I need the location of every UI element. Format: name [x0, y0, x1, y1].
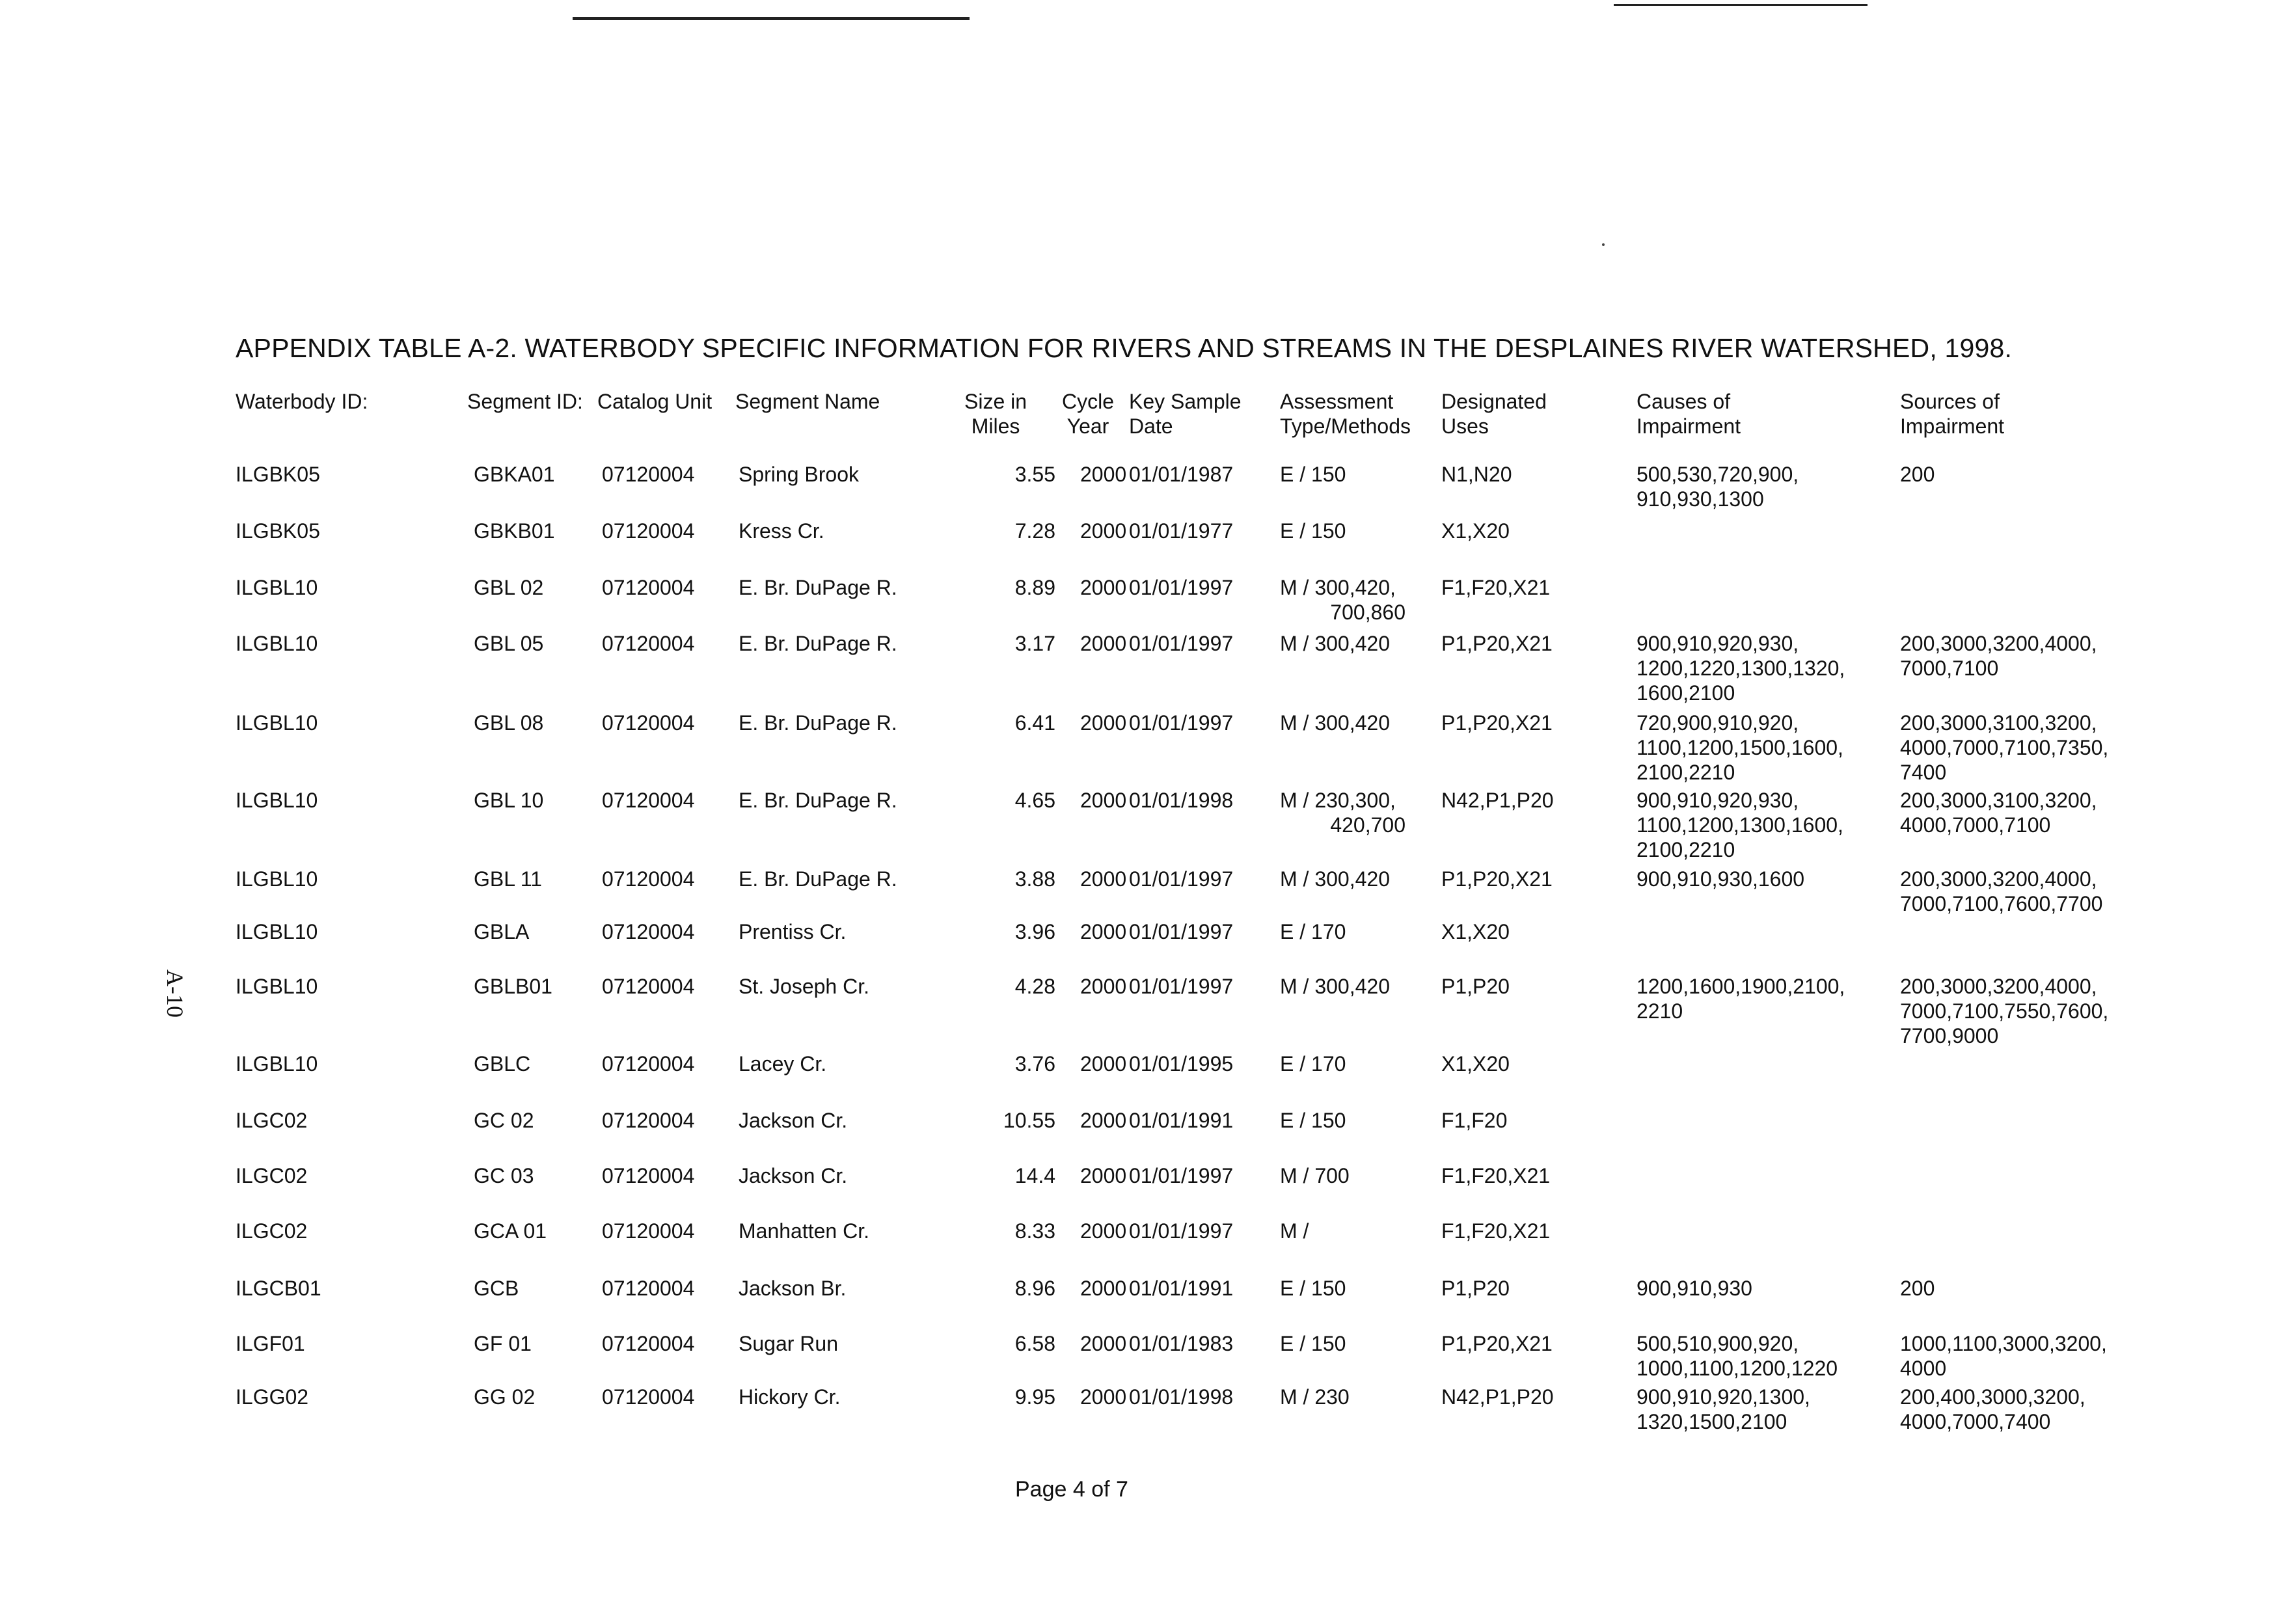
page-title: APPENDIX TABLE A-2. WATERBODY SPECIFIC INFORMATION FOR RIVERS AND STREAMS IN THE DESPLAINES RIVER WATERSHED, 1998. [236, 333, 2013, 363]
causes-cell-line: 1200,1220,1300,1320, [1637, 656, 1845, 680]
segment-name-cell: Manhatten Cr. [739, 1219, 869, 1243]
sources-cell-line: 200,3000,3200,4000, [1900, 975, 2097, 998]
segment-name-cell: E. Br. DuPage R. [739, 711, 897, 735]
assessment-cell: M / [1280, 1219, 1309, 1243]
scan-mark-top-right [1614, 4, 1868, 6]
causes-cell [1637, 631, 1845, 705]
causes-cell-line: 2100,2210 [1637, 761, 1735, 784]
sources-cell [1900, 1276, 1935, 1301]
causes-cell-line: 1100,1200,1500,1600, [1637, 736, 1843, 759]
assessment-cell: M / 300,420 [1280, 632, 1390, 655]
segment-name-cell: E. Br. DuPage R. [739, 789, 897, 812]
size-miles-cell: 9.95 [1014, 1385, 1055, 1409]
segment-name-cell: E. Br. DuPage R. [739, 576, 897, 599]
causes-cell [1637, 867, 1804, 891]
waterbody-id-cell: ILGF01 [236, 1332, 305, 1355]
cycle-year-cell: 2000 [1080, 1277, 1127, 1300]
size-miles-cell: 3.96 [1014, 920, 1055, 943]
causes-cell-line: 500,530,720,900, [1637, 463, 1799, 486]
header-segment-name: Segment Name [735, 390, 880, 413]
waterbody-id-cell: ILGCB01 [236, 1277, 321, 1300]
key-sample-date-cell: 01/01/1997 [1129, 576, 1234, 599]
catalog-unit-cell: 07120004 [602, 1052, 695, 1076]
catalog-unit-cell: 07120004 [602, 1277, 695, 1300]
segment-id-cell: GCB [474, 1277, 519, 1300]
size-miles-cell: 6.41 [1014, 711, 1055, 735]
segment-name-cell: E. Br. DuPage R. [739, 632, 897, 655]
designated-uses-cell: F1,F20,X21 [1441, 1219, 1551, 1243]
key-sample-date-cell: 01/01/1997 [1129, 632, 1234, 655]
table-row [0, 788, 2282, 859]
segment-id-cell: GBL 10 [474, 789, 544, 812]
sources-cell-line: 200 [1900, 463, 1935, 486]
key-sample-date-cell: 01/01/1998 [1129, 1385, 1234, 1409]
designated-uses-cell: N42,P1,P20 [1441, 1385, 1554, 1409]
header-catalog-unit: Catalog Unit [597, 390, 713, 413]
table-row [0, 710, 2282, 782]
key-sample-date-cell: 01/01/1998 [1129, 789, 1234, 812]
sources-cell-line: 200,3000,3200,4000, [1900, 632, 2097, 655]
key-sample-date-cell: 01/01/1995 [1129, 1052, 1234, 1076]
causes-cell [1637, 1385, 1810, 1434]
header-key-line1: Key Sample [1129, 390, 1242, 413]
header-cycle-line2: Year [1066, 414, 1109, 438]
key-sample-date-cell: 01/01/1997 [1129, 1164, 1234, 1187]
header-size [964, 389, 1027, 439]
sources-cell [1900, 788, 2097, 837]
causes-cell-line: 900,910,930 [1637, 1277, 1752, 1300]
sources-cell-line: 7400 [1900, 761, 1947, 784]
header-cycle-line1: Cycle [1062, 390, 1115, 413]
waterbody-id-cell: ILGBL10 [236, 789, 318, 812]
size-miles-cell: 10.55 [1003, 1109, 1055, 1132]
header-sources-line1: Sources of [1900, 390, 2000, 413]
header-designated-uses [1441, 389, 1547, 439]
key-sample-date-cell: 01/01/1997 [1129, 711, 1234, 735]
causes-cell-line: 900,910,930,1600 [1637, 867, 1805, 891]
segment-id-cell: GC 02 [474, 1109, 534, 1132]
assessment-cell: M / 300,420, [1280, 576, 1396, 599]
causes-cell [1637, 974, 1845, 1023]
designated-uses-cell: P1,P20,X21 [1441, 632, 1553, 655]
header-uses-line2: Uses [1441, 414, 1489, 438]
designated-uses-cell: X1,X20 [1441, 519, 1510, 543]
header-key-sample-date [1129, 389, 1242, 439]
scan-speck [1602, 243, 1605, 246]
header-uses-line1: Designated [1441, 390, 1547, 413]
designated-uses-cell: P1,P20,X21 [1441, 867, 1553, 891]
cycle-year-cell: 2000 [1080, 1164, 1127, 1187]
designated-uses-cell: F1,F20,X21 [1441, 1164, 1551, 1187]
header-assess-line2: Type/Methods [1280, 414, 1411, 438]
waterbody-id-cell: ILGBL10 [236, 975, 318, 998]
segment-id-cell: GF 01 [474, 1332, 532, 1355]
assessment-cont-cell: 420,700 [1330, 813, 1406, 837]
assessment-cell: E / 150 [1280, 1109, 1346, 1132]
size-miles-cell: 6.58 [1014, 1332, 1055, 1355]
catalog-unit-cell: 07120004 [602, 519, 695, 543]
causes-cell [1637, 462, 1799, 511]
header-cycle-year [1062, 389, 1114, 439]
sources-cell-line: 200,3000,3200,4000, [1900, 867, 2097, 891]
segment-id-cell: GBL 11 [474, 867, 542, 891]
cycle-year-cell: 2000 [1080, 1385, 1127, 1409]
assessment-cell: M / 230 [1280, 1385, 1350, 1409]
waterbody-id-cell: ILGBL10 [236, 576, 318, 599]
causes-cell-line: 2100,2210 [1637, 838, 1735, 861]
segment-name-cell: E. Br. DuPage R. [739, 867, 897, 891]
waterbody-id-cell: ILGBL10 [236, 632, 318, 655]
header-segment-id: Segment ID: [467, 390, 583, 413]
segment-id-cell: GBL 05 [474, 632, 544, 655]
cycle-year-cell: 2000 [1080, 789, 1127, 812]
waterbody-id-cell: ILGBK05 [236, 519, 320, 543]
assessment-cell: M / 300,420 [1280, 975, 1390, 998]
segment-name-cell: Jackson Cr. [739, 1109, 848, 1132]
catalog-unit-cell: 07120004 [602, 920, 695, 943]
segment-name-cell: Spring Brook [739, 463, 859, 486]
key-sample-date-cell: 01/01/1991 [1129, 1109, 1234, 1132]
header-causes [1637, 389, 1741, 439]
size-miles-cell: 4.28 [1014, 975, 1055, 998]
sources-cell [1900, 462, 1935, 487]
assessment-cell: M / 700 [1280, 1164, 1350, 1187]
catalog-unit-cell: 07120004 [602, 1332, 695, 1355]
designated-uses-cell: N42,P1,P20 [1441, 789, 1554, 812]
causes-cell [1637, 788, 1843, 862]
assessment-cell: E / 150 [1280, 1277, 1346, 1300]
segment-id-cell: GG 02 [474, 1385, 536, 1409]
causes-cell-line: 900,910,920,930, [1637, 789, 1799, 812]
size-miles-cell: 3.76 [1014, 1052, 1055, 1076]
key-sample-date-cell: 01/01/1977 [1129, 519, 1234, 543]
segment-name-cell: Sugar Run [739, 1332, 838, 1355]
assessment-cell: E / 170 [1280, 1052, 1346, 1076]
segment-id-cell: GBL 08 [474, 711, 544, 735]
causes-cell-line: 720,900,910,920, [1637, 711, 1799, 735]
sources-cell-line: 1000,1100,3000,3200, [1900, 1332, 2107, 1355]
designated-uses-cell: P1,P20 [1441, 1277, 1510, 1300]
segment-name-cell: Kress Cr. [739, 519, 824, 543]
causes-cell [1637, 1276, 1752, 1301]
catalog-unit-cell: 07120004 [602, 576, 695, 599]
header-size-line1: Size in [964, 390, 1027, 413]
designated-uses-cell: F1,F20,X21 [1441, 576, 1551, 599]
causes-cell-line: 1000,1100,1200,1220 [1637, 1357, 1838, 1380]
size-miles-cell: 3.55 [1014, 463, 1055, 486]
assessment-cell: E / 170 [1280, 920, 1346, 943]
designated-uses-cell: P1,P20 [1441, 975, 1510, 998]
key-sample-date-cell: 01/01/1991 [1129, 1277, 1234, 1300]
sources-cell-line: 7700,9000 [1900, 1024, 1999, 1048]
key-sample-date-cell: 01/01/1983 [1129, 1332, 1234, 1355]
header-sources [1900, 389, 2004, 439]
sources-cell-line: 7000,7100,7600,7700 [1900, 892, 2103, 915]
header-size-line2: Miles [971, 414, 1020, 438]
sources-cell [1900, 1331, 2107, 1381]
size-miles-cell: 8.96 [1014, 1277, 1055, 1300]
waterbody-id-cell: ILGC02 [236, 1219, 308, 1243]
segment-name-cell: Jackson Br. [739, 1277, 847, 1300]
key-sample-date-cell: 01/01/1987 [1129, 463, 1234, 486]
sources-cell-line: 4000,7000,7100 [1900, 813, 2051, 837]
cycle-year-cell: 2000 [1080, 1219, 1127, 1243]
designated-uses-cell: F1,F20 [1441, 1109, 1508, 1132]
segment-id-cell: GBLA [474, 920, 530, 943]
scan-mark-top-left [573, 17, 970, 20]
waterbody-id-cell: ILGBL10 [236, 711, 318, 735]
segment-id-cell: GBKB01 [474, 519, 555, 543]
size-miles-cell: 3.88 [1014, 867, 1055, 891]
size-miles-cell: 7.28 [1014, 519, 1055, 543]
catalog-unit-cell: 07120004 [602, 632, 695, 655]
assessment-cell: E / 150 [1280, 519, 1346, 543]
size-miles-cell: 8.89 [1014, 576, 1055, 599]
catalog-unit-cell: 07120004 [602, 463, 695, 486]
cycle-year-cell: 2000 [1080, 463, 1127, 486]
segment-id-cell: GCA 01 [474, 1219, 547, 1243]
waterbody-id-cell: ILGBL10 [236, 1052, 318, 1076]
cycle-year-cell: 2000 [1080, 867, 1127, 891]
cycle-year-cell: 2000 [1080, 576, 1127, 599]
header-key-line2: Date [1129, 414, 1173, 438]
catalog-unit-cell: 07120004 [602, 867, 695, 891]
header-assessment [1280, 389, 1411, 439]
side-page-label: A-10 [162, 969, 188, 1018]
waterbody-id-cell: ILGBL10 [236, 920, 318, 943]
causes-cell-line: 900,910,920,1300, [1637, 1385, 1810, 1409]
waterbody-id-cell: ILGBL10 [236, 867, 318, 891]
cycle-year-cell: 2000 [1080, 711, 1127, 735]
assessment-cell: M / 230,300, [1280, 789, 1396, 812]
causes-cell [1637, 1331, 1838, 1381]
key-sample-date-cell: 01/01/1997 [1129, 975, 1234, 998]
cycle-year-cell: 2000 [1080, 1109, 1127, 1132]
sources-cell [1900, 867, 2102, 916]
sources-cell-line: 7000,7100,7550,7600, [1900, 999, 2109, 1023]
segment-id-cell: GBLC [474, 1052, 531, 1076]
catalog-unit-cell: 07120004 [602, 711, 695, 735]
segment-id-cell: GBL 02 [474, 576, 544, 599]
size-miles-cell: 8.33 [1014, 1219, 1055, 1243]
sources-cell-line: 200 [1900, 1277, 1935, 1300]
sources-cell [1900, 974, 2108, 1048]
assessment-cont-cell: 700,860 [1330, 601, 1406, 624]
segment-id-cell: GC 03 [474, 1164, 534, 1187]
assessment-cell: M / 300,420 [1280, 711, 1390, 735]
segment-name-cell: St. Joseph Cr. [739, 975, 869, 998]
assessment-cell: E / 150 [1280, 463, 1346, 486]
sources-cell-line: 4000,7000,7100,7350, [1900, 736, 2109, 759]
header-assess-line1: Assessment [1280, 390, 1394, 413]
sources-cell-line: 200,3000,3100,3200, [1900, 711, 2097, 735]
assessment-cell: E / 150 [1280, 1332, 1346, 1355]
causes-cell-line: 1600,2100 [1637, 681, 1735, 705]
causes-cell-line: 1320,1500,2100 [1637, 1410, 1787, 1433]
cycle-year-cell: 2000 [1080, 519, 1127, 543]
segment-name-cell: Jackson Cr. [739, 1164, 848, 1187]
header-causes-line2: Impairment [1637, 414, 1741, 438]
size-miles-cell: 3.17 [1014, 632, 1055, 655]
waterbody-id-cell: ILGC02 [236, 1164, 308, 1187]
header-waterbody-id: Waterbody ID: [236, 390, 368, 413]
key-sample-date-cell: 01/01/1997 [1129, 920, 1234, 943]
table-row [0, 974, 2282, 1046]
causes-cell [1637, 710, 1843, 785]
sources-cell-line: 200,3000,3100,3200, [1900, 789, 2097, 812]
cycle-year-cell: 2000 [1080, 1052, 1127, 1076]
catalog-unit-cell: 07120004 [602, 1109, 695, 1132]
sources-cell [1900, 710, 2108, 785]
catalog-unit-cell: 07120004 [602, 975, 695, 998]
designated-uses-cell: P1,P20,X21 [1441, 1332, 1553, 1355]
catalog-unit-cell: 07120004 [602, 789, 695, 812]
cycle-year-cell: 2000 [1080, 975, 1127, 998]
causes-cell-line: 2210 [1637, 999, 1683, 1023]
segment-name-cell: Prentiss Cr. [739, 920, 847, 943]
size-miles-cell: 14.4 [1014, 1164, 1055, 1187]
designated-uses-cell: N1,N20 [1441, 463, 1512, 486]
designated-uses-cell: X1,X20 [1441, 1052, 1510, 1076]
waterbody-id-cell: ILGBK05 [236, 463, 320, 486]
sources-cell-line: 200,400,3000,3200, [1900, 1385, 2085, 1409]
cycle-year-cell: 2000 [1080, 632, 1127, 655]
causes-cell-line: 910,930,1300 [1637, 487, 1764, 511]
key-sample-date-cell: 01/01/1997 [1129, 1219, 1234, 1243]
causes-cell-line: 1100,1200,1300,1600, [1637, 813, 1843, 837]
causes-cell-line: 900,910,920,930, [1637, 632, 1799, 655]
segment-id-cell: GBLB01 [474, 975, 552, 998]
assessment-cell: M / 300,420 [1280, 867, 1390, 891]
catalog-unit-cell: 07120004 [602, 1219, 695, 1243]
header-sources-line2: Impairment [1900, 414, 2005, 438]
sources-cell-line: 7000,7100 [1900, 656, 1999, 680]
header-causes-line1: Causes of [1637, 390, 1731, 413]
cycle-year-cell: 2000 [1080, 920, 1127, 943]
table-row [0, 631, 2282, 703]
key-sample-date-cell: 01/01/1997 [1129, 867, 1234, 891]
segment-name-cell: Hickory Cr. [739, 1385, 841, 1409]
sources-cell-line: 4000,7000,7400 [1900, 1410, 2051, 1433]
segment-id-cell: GBKA01 [474, 463, 555, 486]
causes-cell-line: 1200,1600,1900,2100, [1637, 975, 1845, 998]
waterbody-id-cell: ILGC02 [236, 1109, 308, 1132]
size-miles-cell: 4.65 [1014, 789, 1055, 812]
designated-uses-cell: X1,X20 [1441, 920, 1510, 943]
segment-name-cell: Lacey Cr. [739, 1052, 827, 1076]
waterbody-id-cell: ILGG02 [236, 1385, 309, 1409]
sources-cell-line: 4000 [1900, 1357, 1947, 1380]
causes-cell-line: 500,510,900,920, [1637, 1332, 1799, 1355]
cycle-year-cell: 2000 [1080, 1332, 1127, 1355]
designated-uses-cell: P1,P20,X21 [1441, 711, 1553, 735]
sources-cell [1900, 631, 2097, 681]
catalog-unit-cell: 07120004 [602, 1385, 695, 1409]
catalog-unit-cell: 07120004 [602, 1164, 695, 1187]
sources-cell [1900, 1385, 2085, 1434]
table-row [0, 1385, 2282, 1456]
page-number: Page 4 of 7 [1015, 1477, 1128, 1502]
